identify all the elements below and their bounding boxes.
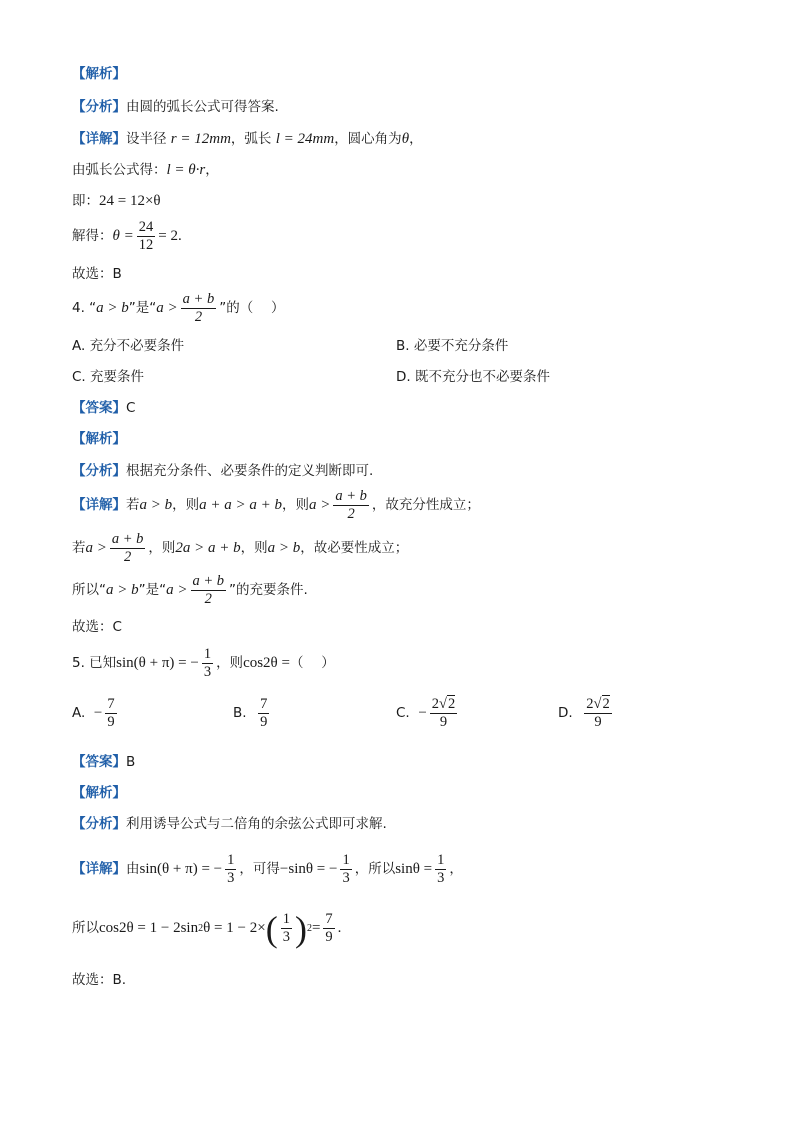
fraction: $\frac{2√2}{9}$ — [431, 696, 456, 731]
q3-jiexi-heading: 【解析】 — [72, 66, 126, 82]
q4-xiangjie-line3: 所以“ a > b ”是“ a > $\frac{a + b}{2}$ ”的充要条件. — [72, 573, 308, 608]
q4-option-c: C. 充要条件 — [72, 369, 145, 385]
q4-choose: 故选：C — [72, 619, 122, 635]
q5-jiexi-heading: 【解析】 — [72, 785, 126, 801]
q4-option-b: B. 必要不充分条件 — [396, 338, 509, 354]
fraction: $\frac{7}{9}$ — [325, 911, 333, 946]
fraction: $\frac{a + b}{2}$ — [335, 488, 367, 523]
q5-fenxi: 【分析】 利用诱导公式与二倍角的余弦公式即可求解. — [72, 816, 387, 832]
q3-ji: 即： 24 = 12×θ — [72, 192, 161, 209]
q4-jiexi-heading: 【解析】 — [72, 431, 126, 447]
fraction: $\frac{24}{12}$ — [138, 219, 154, 254]
q4-option-d: D. 既不充分也不必要条件 — [396, 369, 550, 385]
q4-xiangjie-line2: 若 a > $\frac{a + b}{2}$ ，则 2a > a + b ，则 a > b ，故必要性成立； — [72, 531, 409, 566]
q4-stem: 4. “ a > b ”是“ a > $\frac{a + b}{2}$ ”的（ ） — [72, 291, 285, 326]
q5-option-d: D. $\frac{2√2}{9}$ — [558, 696, 610, 731]
q5-option-c: C. − $\frac{2√2}{9}$ — [396, 696, 456, 731]
q5-option-b: B. $\frac{7}{9}$ — [233, 696, 268, 731]
q3-formula: 由弧长公式得： l = θ·r ， — [72, 161, 219, 178]
q5-answer: 【答案】 B — [72, 754, 136, 770]
q4-fenxi: 【分析】 根据充分条件、必要条件的定义判断即可. — [72, 463, 374, 479]
fraction: $\frac{1}{3}$ — [203, 646, 212, 681]
q5-xiangjie-line1: 【详解】 由 sin(θ + π) = − $\frac{1}{3}$ ，可得 −sinθ = − $\frac{1}{3}$ ，所以 sinθ = $\frac{1}{3}$ ， — [72, 852, 463, 887]
q4-option-a: A. 充分不必要条件 — [72, 338, 185, 354]
fraction: $\frac{a + b}{2}$ — [192, 573, 225, 608]
q4-answer: 【答案】 C — [72, 400, 136, 416]
q5-option-a: A. − $\frac{7}{9}$ — [72, 696, 115, 731]
fraction: $\frac{1}{3}$ — [227, 852, 235, 887]
q3-fenxi: 【分析】 由圆的弧长公式可得答案. — [72, 99, 279, 115]
q3-choose: 故选：B — [72, 266, 122, 282]
q3-solve: 解得： θ = $\frac{24}{12}$ = 2. — [72, 219, 182, 254]
q5-choose: 故选：B. — [72, 972, 127, 988]
fraction: $\frac{7}{9}$ — [260, 696, 268, 731]
q3-xiangjie: 【详解】 设半径 r = 12mm ，弧长 l = 24mm ，圆心角为 θ ， — [72, 130, 423, 147]
q5-xiangjie-line2: 所以 cos2θ = 1 − 2sin 2 θ = 1 − 2× ( $\frac{1}{3}$ ) 2 = $\frac{7}{9}$ . — [72, 908, 342, 949]
q5-stem: 5. 已知 sin(θ + π) = − $\frac{1}{3}$ ，则 cos2θ = （ ） — [72, 646, 335, 681]
fraction: $\frac{2√2}{9}$ — [586, 696, 610, 731]
fraction: $\frac{7}{9}$ — [107, 696, 115, 731]
fraction: $\frac{1}{3}$ — [437, 852, 445, 887]
fraction: $\frac{a + b}{2}$ — [111, 531, 144, 566]
q4-xiangjie-line1: 【详解】 若 a > b ，则 a + a > a + b ，则 a > $\frac{a + b}{2}$ ，故充分性成立； — [72, 488, 480, 523]
fraction: $\frac{1}{3}$ — [342, 852, 350, 887]
fraction: $\frac{a + b}{2}$ — [182, 291, 215, 326]
fraction: $\frac{1}{3}$ — [282, 911, 290, 946]
